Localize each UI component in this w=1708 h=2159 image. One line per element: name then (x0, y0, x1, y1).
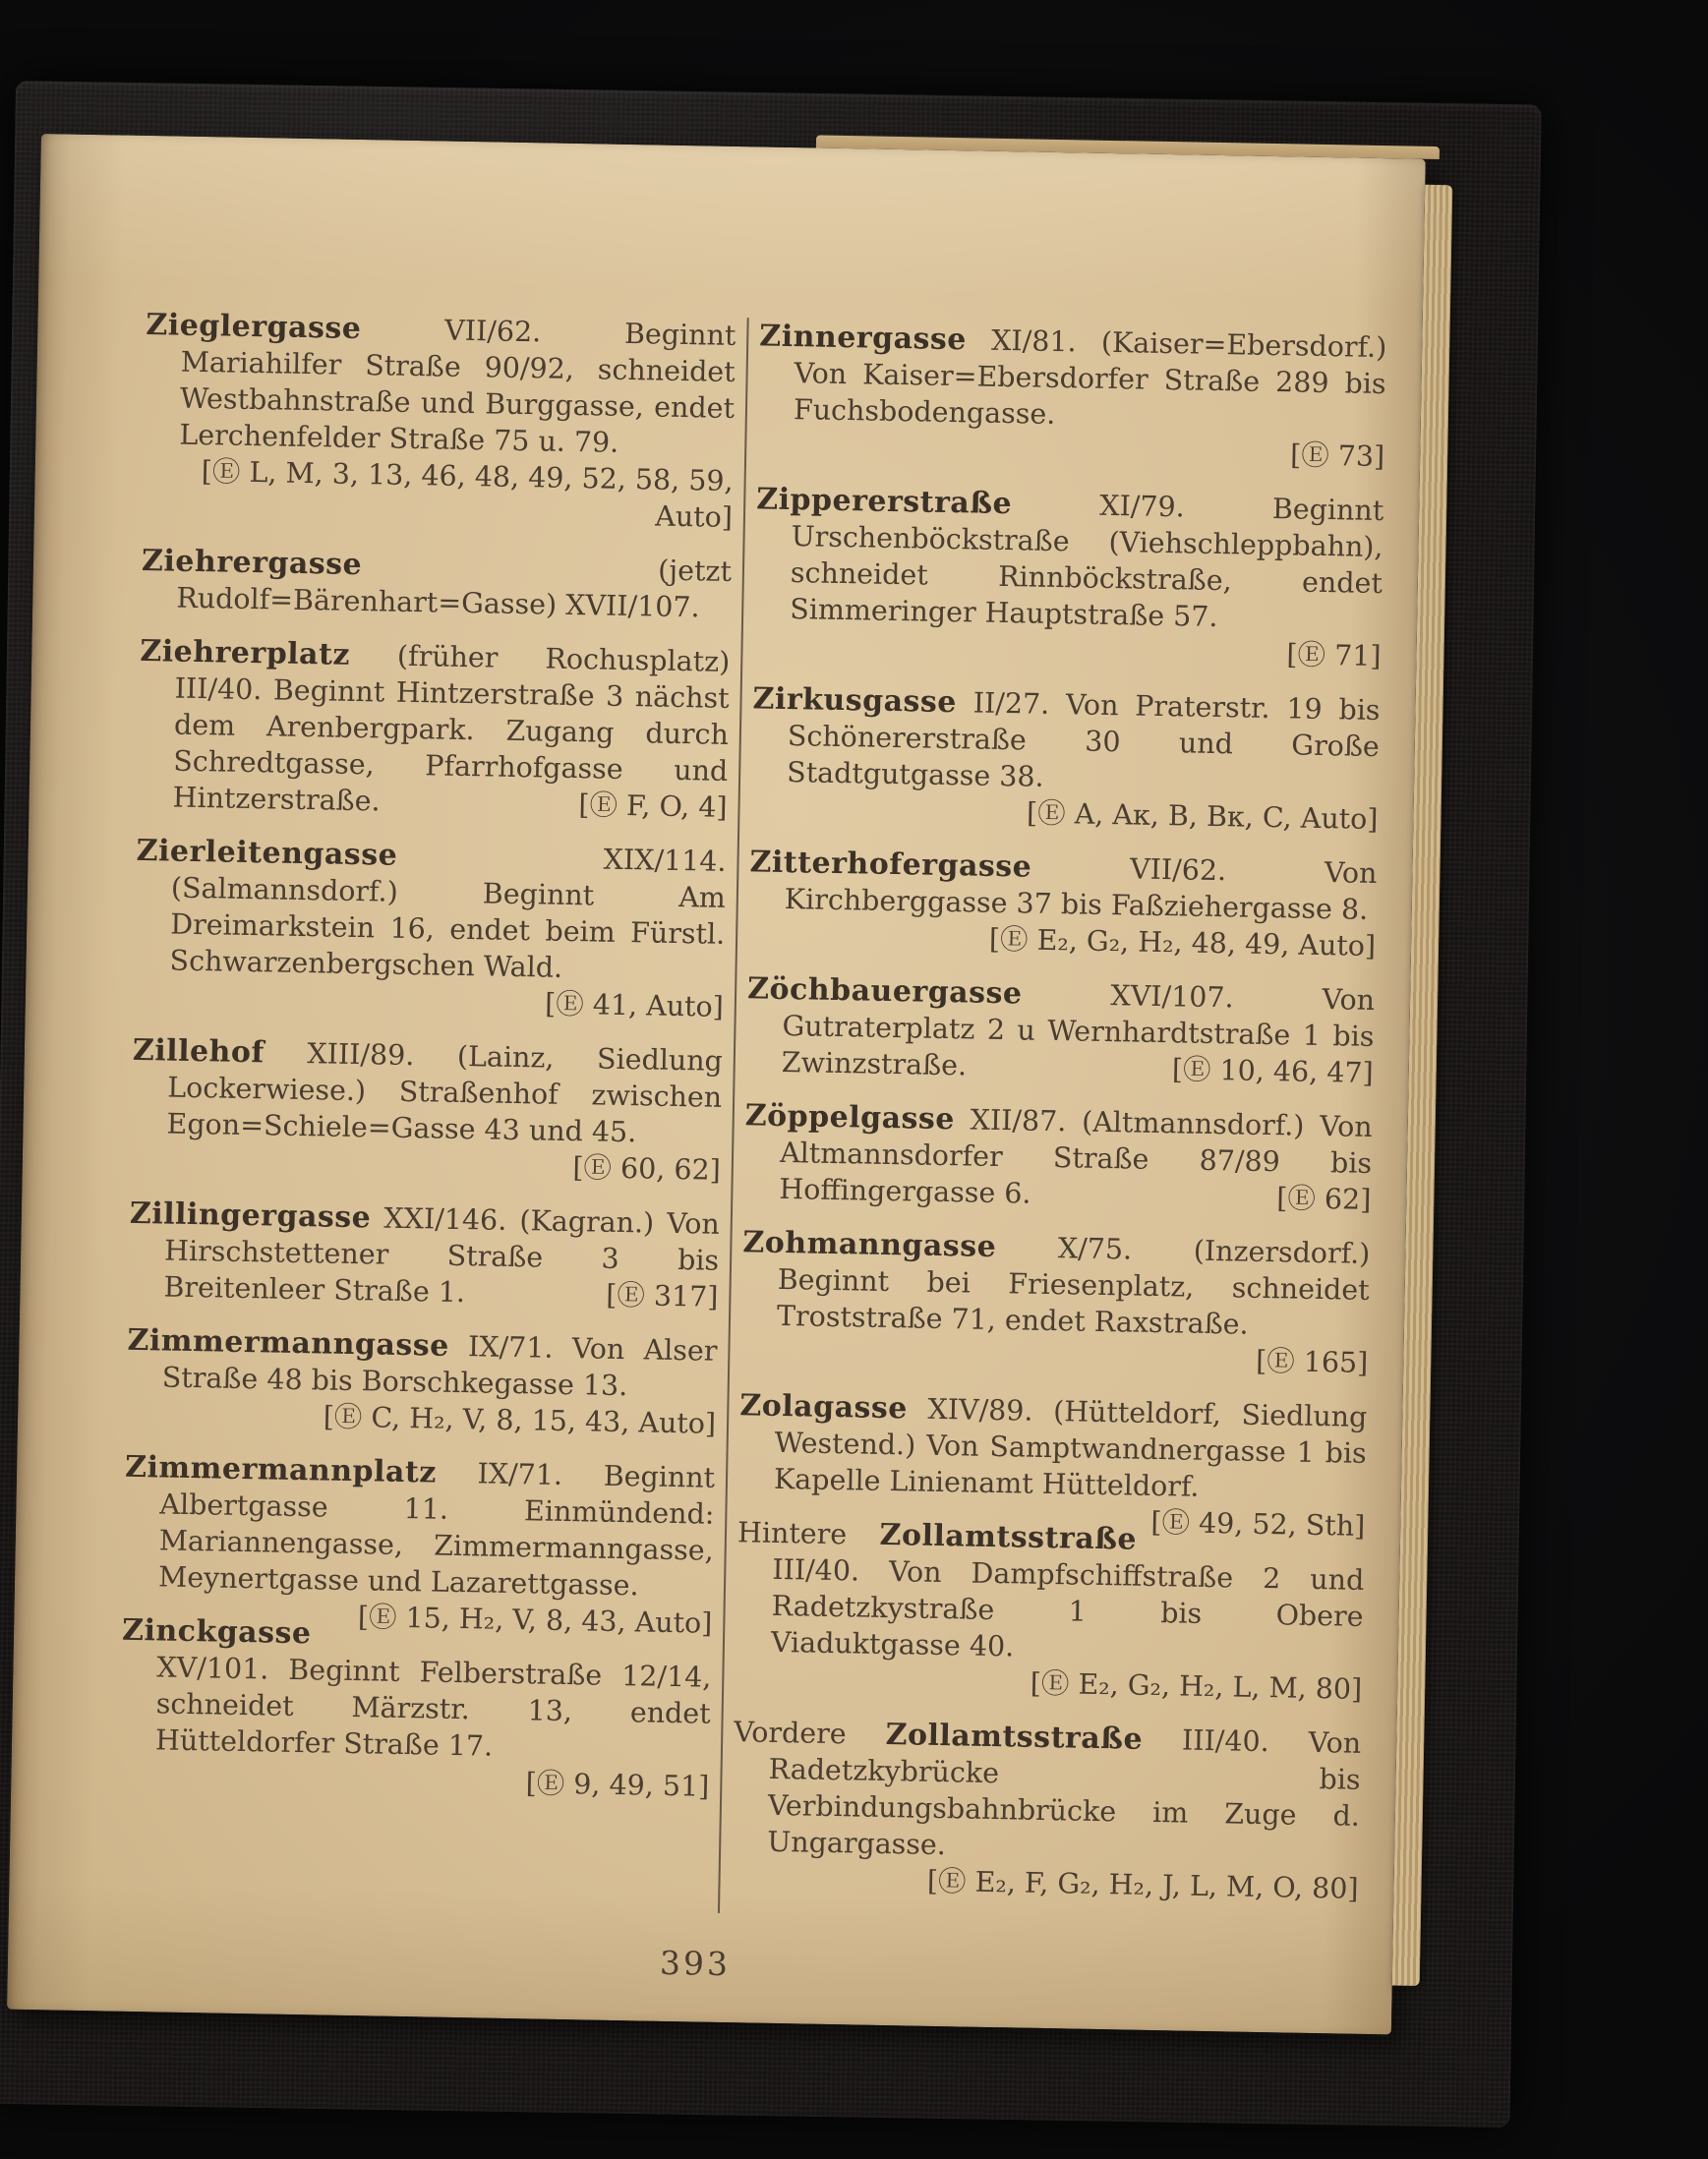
entry-text (743, 1097, 1373, 1218)
tram-lines: [Ⓔ A, Aᴋ, B, Bᴋ, C, Auto] (1026, 796, 1379, 837)
entry-text (137, 633, 730, 826)
entry-text (128, 1196, 720, 1315)
street-name: Zillingergasse (129, 1196, 372, 1236)
column-left (119, 307, 736, 1823)
entry-description: VII/62. Beginnt Mariahilfer Straße 90/92, schneidet Westbahnstraße und Burggasse, endet Lerchenfelder Straße 75 u. 79. (179, 314, 736, 459)
tram-lines: [Ⓔ E₂, G₂, H₂, 48, 49, Auto] (988, 922, 1377, 963)
entry-description: XIX/114. (Salmannsdorf.) Beginnt Am Dreimarkstein 16, endet beim Fürstl. Schwarzenbergschen Wald. (169, 843, 727, 984)
street-name-prefix: Hintere (736, 1516, 880, 1551)
tram-lines: [Ⓔ 165] (1255, 1344, 1369, 1379)
tram-lines: [Ⓔ E₂, F, G₂, H₂, J, L, M, O, 80] (926, 1864, 1359, 1905)
street-name: Zohmanngasse (742, 1225, 997, 1264)
directory-entry (750, 680, 1381, 838)
street-name: Zollamtsstraße (879, 1517, 1138, 1557)
tram-lines: [Ⓔ F, O, 4] (578, 788, 728, 824)
entry-description: (früher Rochusplatz) III/40. Beginnt Hintzerstraße 3 nächst dem Arenbergpark. Zugang durch Schredtgasse, Pfarrhofgasse und Hintzerstraße. (172, 639, 731, 818)
column-right (731, 318, 1387, 1924)
entry-text (131, 1032, 723, 1152)
directory-entry (143, 307, 736, 536)
tram-lines: [Ⓔ L, M, 3, 13, 46, 48, 49, 52, 58, 59, Auto] (201, 455, 734, 534)
tram-lines: [Ⓔ 10, 46, 47] (1171, 1053, 1375, 1089)
entry-text (754, 481, 1384, 638)
directory-entry (126, 1322, 718, 1442)
directory-entry (740, 1224, 1371, 1381)
entry-text (751, 680, 1381, 801)
entry-description: III/40. Von Dampfschiffstraße 2 und Radetzkystraße 1 bis Obere Viaduktgasse 40. (770, 1552, 1365, 1663)
entry-description: VII/62. Von Kirchberggasse 37 bis Faßziehergasse 8. (784, 852, 1378, 926)
tram-lines: [Ⓔ 62] (1276, 1182, 1372, 1216)
tram-lines: [Ⓔ 317] (605, 1278, 719, 1313)
entry-description: XXI/146. (Kagran.) Von Hirschstettener Straße 3 bis Breitenleer Straße 1. (163, 1201, 721, 1310)
street-name: Zollamtsstraße (885, 1718, 1144, 1757)
entry-description: IX/71. Beginnt Albertgasse 11. Einmündend: Mariannengasse, Zimmermanngasse, Meynertgasse und Lazarettgasse. (157, 1457, 716, 1603)
street-name-prefix: Vordere (734, 1716, 886, 1752)
entry-text (758, 318, 1387, 438)
tram-lines: [Ⓔ 9, 49, 51] (525, 1767, 710, 1803)
tram-lines: [Ⓔ 41, Auto] (544, 987, 725, 1023)
entry-description: III/40. Von Radetzkybrücke bis Verbindungsbahnbrücke im Zuge d. Ungargasse. (766, 1723, 1362, 1862)
entry-description: XI/79. Beginnt Urschenböckstraße (Viehschleppbahn), schneidet Rinnböckstraße, endet Simmeringer Hauptstraße 57. (789, 489, 1384, 634)
tram-lines: [Ⓔ C, H₂, V, 8, 15, 43, Auto] (323, 1400, 717, 1440)
street-name: Zöchbauergasse (746, 971, 1023, 1012)
directory-entry (137, 633, 730, 826)
entry-description: XIV/89. (Hütteldorf, Siedlung Westend.) Von Samptwandnergasse 1 bis Kapelle Linienamt Hütteldorf. (773, 1392, 1368, 1503)
page-number: 393 (659, 1943, 732, 1984)
directory-entry (128, 1196, 720, 1315)
entry-description: XIII/89. (Lainz, Siedlung Lockerwiese.) Straßenhof zwischen Egon=Schiele=Gasse 43 und 45. (166, 1037, 724, 1149)
entry-description: X/75. (Inzersdorf.) Beginnt bei Friesenplatz, schneidet Troststraße 71, endet Raxstraße. (776, 1232, 1371, 1341)
entry-description: XV/101. Beginnt Felberstraße 12/14, schneidet Märzstr. 13, endet Hütteldorfer Straße 17. (154, 1651, 712, 1763)
tram-lines: [Ⓔ 15, H₂, V, 8, 43, Auto] (357, 1601, 713, 1640)
entry-text (134, 833, 727, 989)
entry-text (741, 1224, 1371, 1345)
entry-description: II/27. Von Praterstr. 19 bis Schönererstraße 30 und Große Stadtgutgasse 38. (786, 686, 1381, 793)
entry-text (141, 543, 732, 626)
directory-entry (735, 1514, 1365, 1708)
street-name: Zöppelgasse (744, 1098, 956, 1138)
street-name: Zillehof (132, 1032, 265, 1071)
entry-description: (jetzt Rudolf=Bärenhart=Gasse) XVII/107. (176, 554, 733, 624)
directory-entry (134, 833, 727, 1025)
street-name: Zinckgasse (121, 1612, 312, 1652)
entry-description: XVI/107. Von Gutraterplatz 2 u Wernhardtstraße 1 bis Zwinzstraße. (781, 979, 1376, 1082)
entry-text (749, 844, 1378, 928)
tram-lines: [Ⓔ E₂, G₂, H₂, L, M, 80] (1030, 1666, 1363, 1706)
tram-lines: [Ⓔ 71] (1286, 638, 1382, 673)
tram-lines: [Ⓔ 73] (1289, 438, 1385, 474)
entry-text (732, 1714, 1362, 1871)
street-name: Zirkusgasse (752, 681, 958, 721)
directory-entry (753, 481, 1384, 674)
book-page (7, 134, 1426, 2034)
entry-description: XI/81. (Kaiser=Ebersdorf.) Von Kaiser=Ebersdorfer Straße 289 bis Fuchsbodengasse. (793, 323, 1387, 431)
street-name: Zimmermanngasse (127, 1322, 450, 1364)
street-name: Zinnergasse (759, 319, 968, 358)
directory-entry (757, 318, 1387, 475)
directory-entry (743, 1097, 1373, 1218)
directory-entry (731, 1714, 1361, 1907)
directory-entry (131, 1032, 724, 1189)
street-name: Zierleitengasse (136, 833, 398, 873)
directory-entry (119, 1612, 712, 1805)
entry-description: IX/71. Von Alser Straße 48 bis Borschkegasse 13. (161, 1330, 718, 1403)
tram-lines: [Ⓔ 60, 62] (572, 1151, 722, 1187)
entry-text (127, 1322, 718, 1406)
directory-entry (141, 543, 732, 626)
page-content (9, 134, 1426, 1925)
street-name: Zippererstraße (755, 482, 1013, 522)
directory-entry (748, 844, 1378, 964)
street-name: Zimmermannplatz (124, 1449, 438, 1490)
street-name: Ziehrerplatz (140, 633, 351, 672)
entry-text (144, 307, 736, 463)
entry-text (745, 970, 1375, 1091)
street-name: Zolagasse (739, 1388, 909, 1427)
street-name: Zieglergasse (146, 307, 362, 346)
street-name: Ziehrergasse (141, 543, 363, 583)
entry-description: XII/87. (Altmannsdorf.) Von Altmannsdorfer Straße 87/89 bis Hoffingergasse 6. (779, 1103, 1374, 1210)
tram-lines: [Ⓔ 49, 52, Sth] (1150, 1505, 1366, 1543)
street-name: Zitterhofergasse (749, 845, 1032, 885)
directory-entry (745, 970, 1375, 1091)
